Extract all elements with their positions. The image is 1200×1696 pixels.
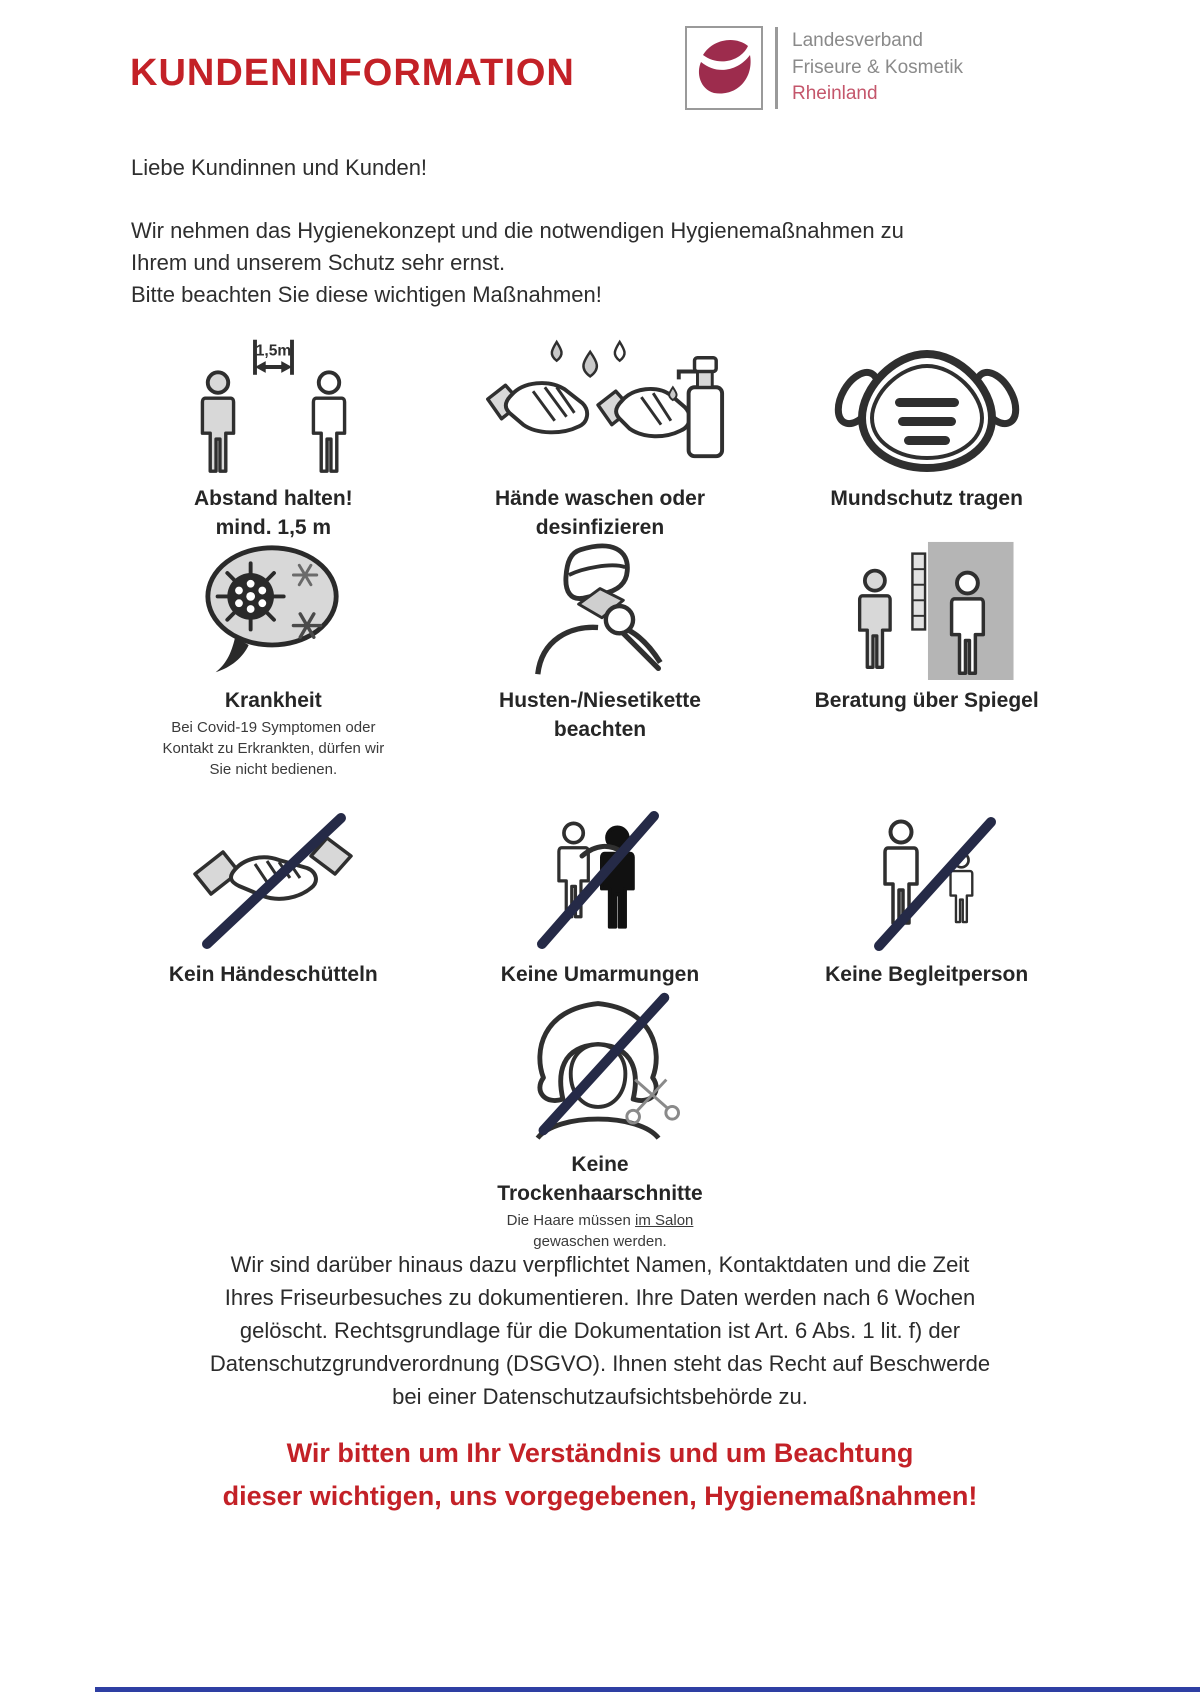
- underlined-im-salon: im Salon: [635, 1212, 694, 1229]
- measures-row-1: [110, 328, 1090, 542]
- measure-no-handshake: [110, 782, 437, 989]
- greeting: Liebe Kundinnen und Kunden!: [131, 155, 428, 180]
- no-handshake-icon: [183, 782, 363, 954]
- privacy-line-3: gelöscht. Rechtsgrundlage für die Dokumentation ist Art. 6 Abs. 1 lit. f) der: [239, 1318, 961, 1343]
- wash-label-line-1: Hände waschen oder: [494, 487, 706, 510]
- measure-wash-hands: [437, 328, 764, 542]
- no-companion-label: Keine Begleitperson: [825, 963, 1029, 986]
- intro-paragraph: [131, 215, 904, 311]
- privacy-line-2: Ihres Friseurbesuches zu dokumentieren. Ihre Daten werden nach 6 Wochen: [224, 1285, 976, 1310]
- no-companion-icon: [849, 782, 1005, 954]
- no-dry-haircut-icon: [508, 982, 692, 1144]
- illness-label: Krankheit: [224, 689, 322, 712]
- cough-label-line-1: Husten-/Niesetikette: [499, 689, 701, 712]
- logo-line-2: Friseure & Kosmetik: [792, 56, 964, 78]
- mirror-label: Beratung über Spiegel: [814, 689, 1039, 712]
- measures-row-2: [110, 540, 1090, 780]
- logo-region: Rheinland: [792, 83, 878, 105]
- privacy-paragraph: [140, 1248, 1060, 1413]
- closing-line-1: Wir bitten um Ihr Verständnis und um Beachtung: [286, 1438, 914, 1468]
- measure-illness: [110, 540, 437, 780]
- measures-row-4: [110, 982, 1090, 1252]
- distance-sublabel: mind. 1,5 m: [215, 516, 332, 539]
- measures-row-3: [110, 782, 1090, 989]
- measure-mirror-consultation: [763, 540, 1090, 780]
- no-dry-cuts-label-line-2: Trockenhaarschnitte: [497, 1182, 703, 1205]
- no-handshake-label: Kein Händeschütteln: [168, 963, 378, 986]
- logo-text: [792, 28, 963, 109]
- closing-line-2: dieser wichtigen, uns vorgegebenen, Hygienemaßnahmen!: [222, 1481, 978, 1511]
- measure-mask: [763, 328, 1090, 542]
- mask-icon: [832, 328, 1022, 478]
- privacy-line-1: Wir sind darüber hinaus dazu verpflichtet Namen, Kontaktdaten und die Zeit: [230, 1252, 970, 1277]
- footer-blue-bar: [95, 1687, 1200, 1692]
- privacy-line-5: bei einer Datenschutzaufsichtsbehörde zu.: [392, 1384, 808, 1409]
- association-logo: [685, 26, 963, 110]
- no-dry-cuts-note: Die Haare müssen im Salon gewaschen werden.: [506, 1212, 694, 1250]
- no-dry-cuts-label-line-1: Keine: [571, 1153, 629, 1176]
- distance-icon: [171, 328, 376, 478]
- measure-distance: [110, 328, 437, 542]
- measure-no-hugs: [437, 782, 764, 989]
- wash-hands-icon: [472, 328, 728, 478]
- measure-cough-etiquette: [437, 540, 764, 780]
- no-hugs-label: Keine Umarmungen: [500, 963, 700, 986]
- mirror-consultation-icon: [834, 540, 1020, 680]
- intro-line-3: Bitte beachten Sie diese wichtigen Maßnahmen!: [131, 282, 602, 307]
- distance-label: Abstand halten!: [193, 487, 353, 510]
- page-title: KUNDENINFORMATION: [130, 52, 575, 94]
- intro-line-2: Ihrem und unserem Schutz sehr ernst.: [131, 250, 506, 275]
- wash-label-line-2: desinfizieren: [535, 516, 665, 539]
- measure-no-companion: [763, 782, 1090, 989]
- no-hugs-icon: [522, 782, 678, 954]
- distance-badge: 1,5m: [255, 342, 292, 360]
- cough-label-line-2: beachten: [553, 718, 647, 741]
- logo-divider: [775, 27, 778, 109]
- logo-wave-icon: [685, 26, 763, 110]
- illness-note: Bei Covid-19 Symptomen oder Kontakt zu Erkrankten, dürfen wir Sie nicht bedienen.: [162, 719, 385, 778]
- mask-label: Mundschutz tragen: [830, 487, 1023, 510]
- virus-speech-bubble-icon: [190, 540, 356, 680]
- logo-line-1: Landesverband: [792, 29, 923, 51]
- sneeze-etiquette-icon: [522, 540, 678, 680]
- measure-no-dry-cuts: [497, 982, 702, 1252]
- privacy-line-4: Datenschutzgrundverordnung (DSGVO). Ihnen steht das Recht auf Beschwerde: [209, 1351, 991, 1376]
- closing-statement: [100, 1432, 1100, 1518]
- intro-line-1: Wir nehmen das Hygienekonzept und die notwendigen Hygienemaßnahmen zu: [131, 218, 904, 243]
